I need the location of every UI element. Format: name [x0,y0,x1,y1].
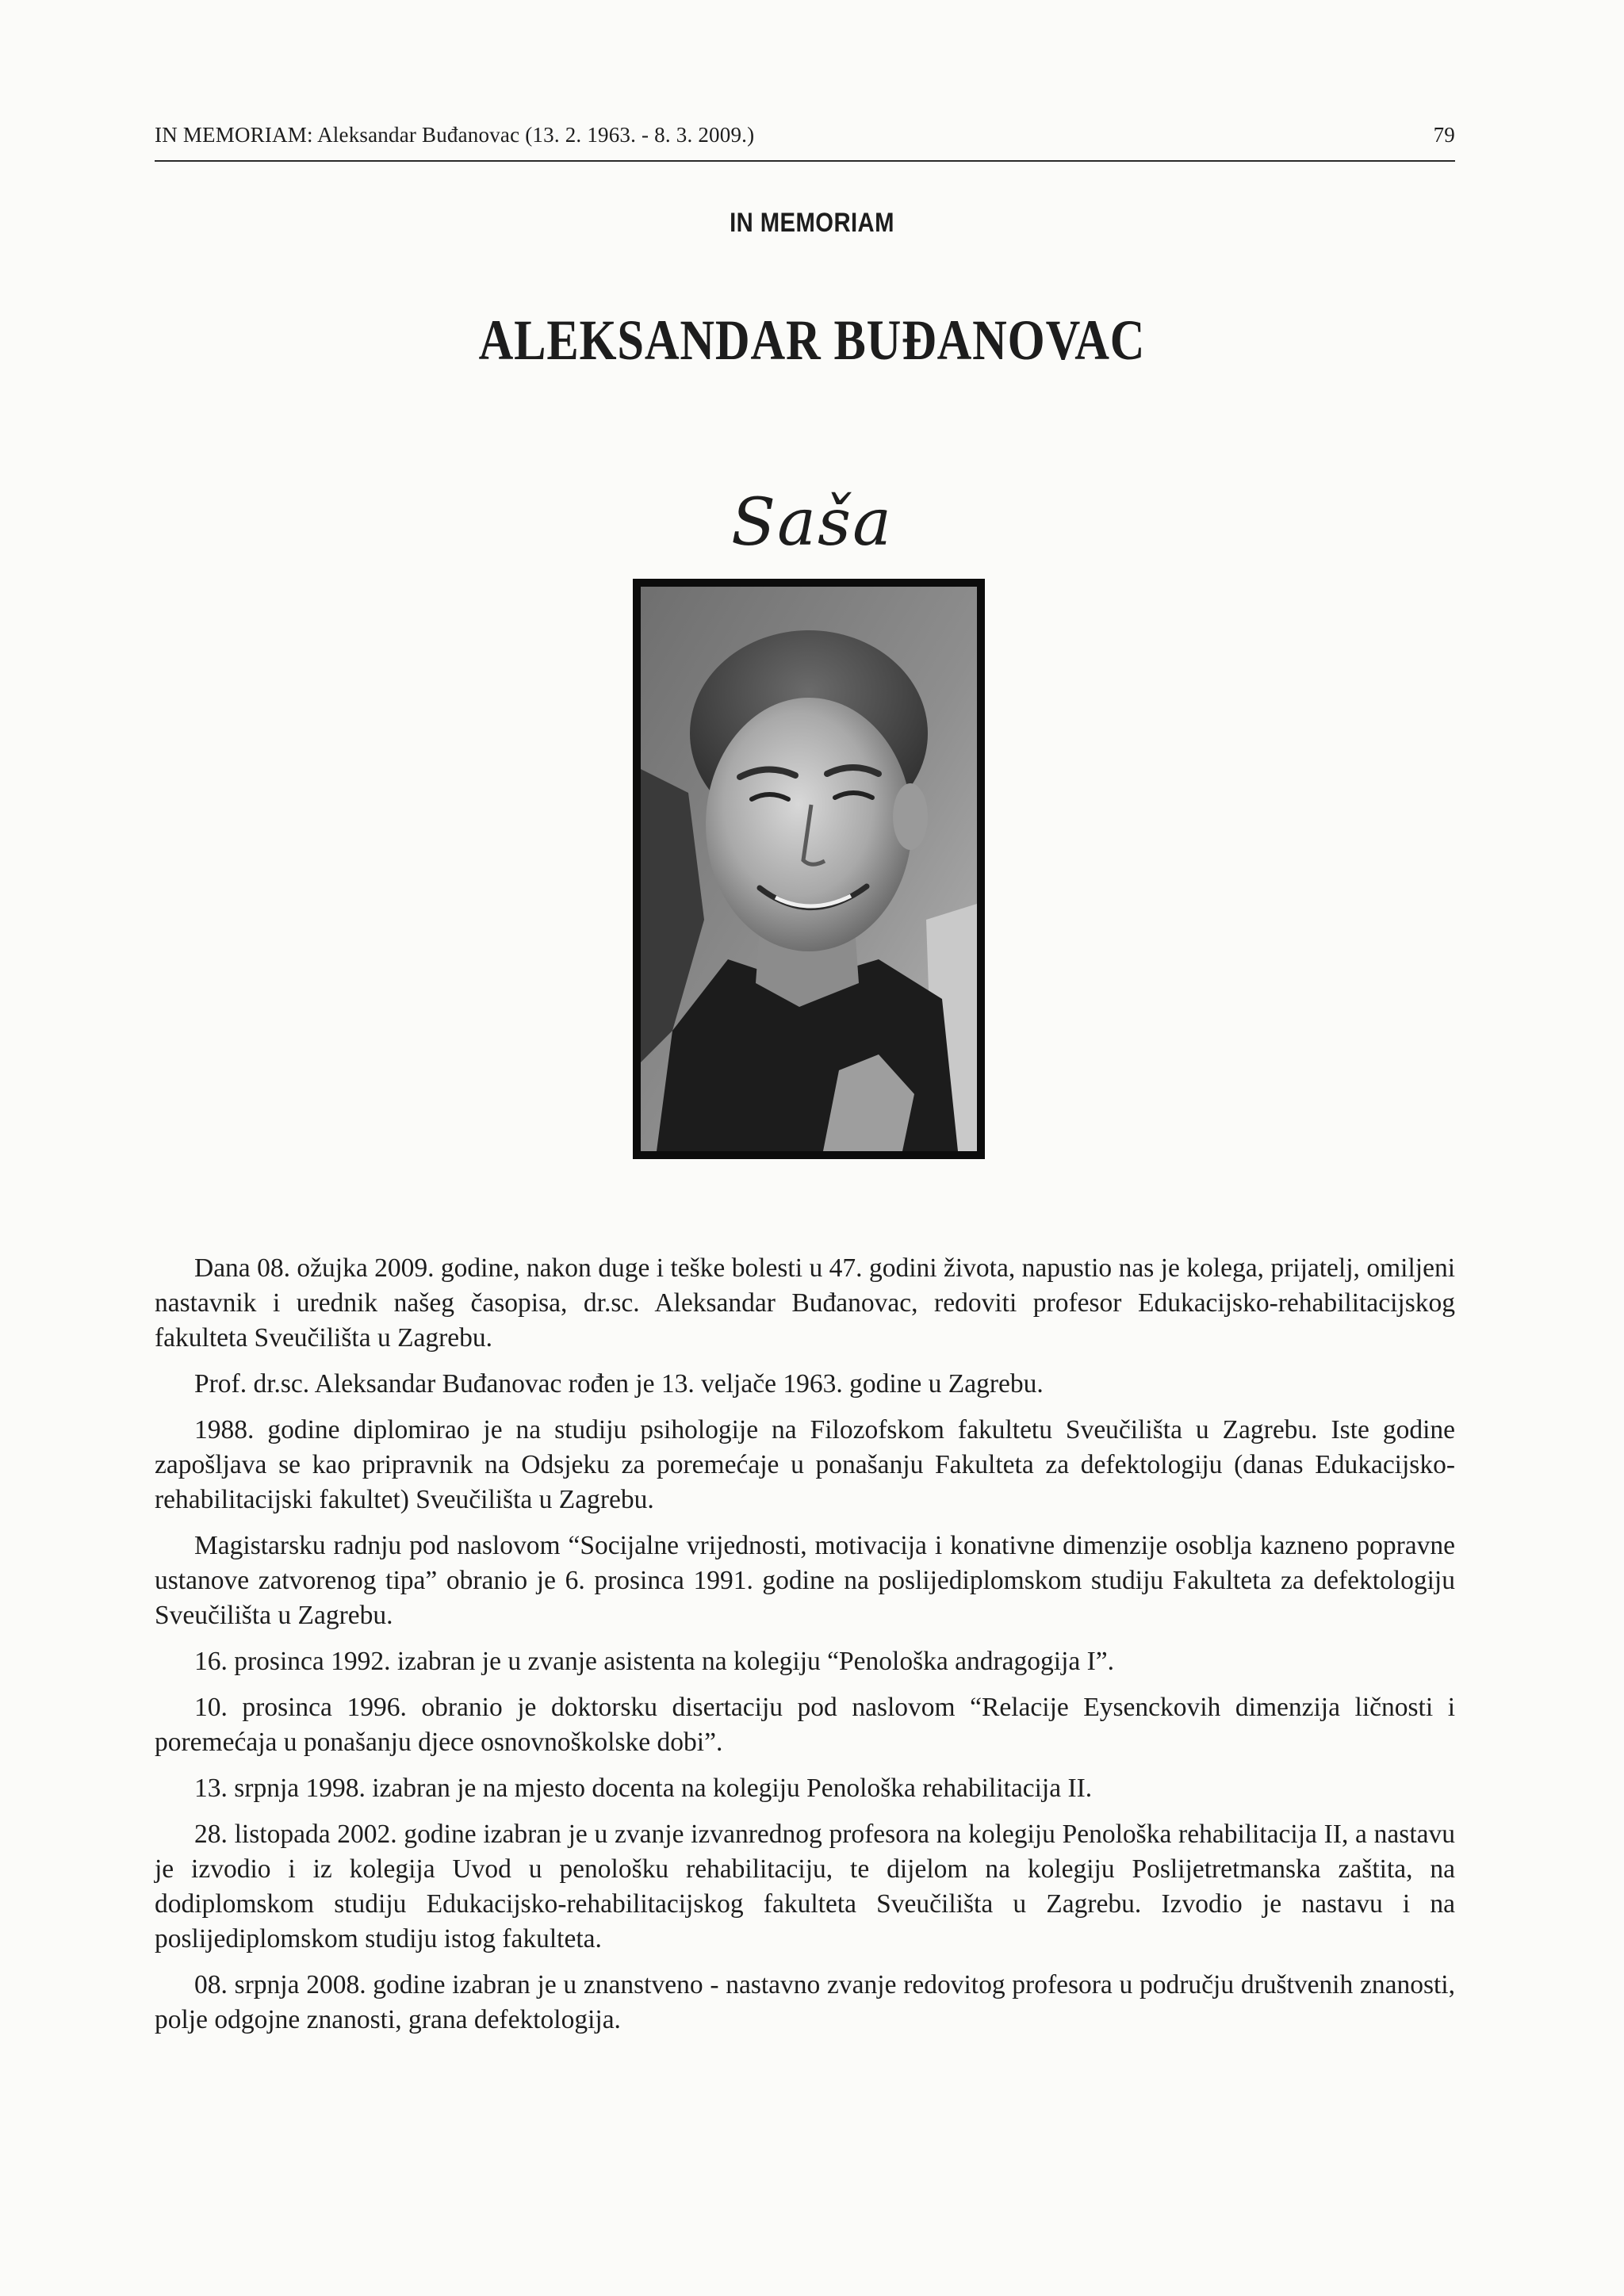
nickname: Saša [730,485,894,561]
name-title: ALEKSANDAR BUĐANOVAC [478,308,1146,372]
paragraph: 13. srpnja 1998. izabran je na mjesto docenta na kolegiju Penološka rehabilitacija II. [194,1774,1093,1803]
running-header [155,123,1455,147]
header-rule [155,160,1455,162]
page-number: 79 [1433,123,1455,147]
paragraph: Prof. dr.sc. Aleksandar Buđanovac rođen je 13. veljače 1963. godine u Zagrebu. [194,1369,1044,1399]
paragraph: 28. listopada 2002. godine izabran je u zvanje izvanrednog profesora na kolegiju Penološka rehabilitacija II, a nastavu je izvodio i iz kolegija Uvod u penološku rehabilitaciju, te dijelom na kolegiju Poslijetretmanska zaštita, na dodiplomskom studiju Edukacijsko-rehabilitacijskog fakulteta Sveučilišta u Zagrebu. Izvodio je nastavu i na poslijediplomskom studiju istog fakulteta. [155,1820,1455,1954]
paragraph: Dana 08. ožujka 2009. godine, nakon duge i teške bolesti u 47. godini života, napustio nas je kolega, prijatelj, omiljeni nastavnik i urednik našeg časopisa, dr.sc. Aleksandar Buđanovac, redoviti profesor Edukacijsko-rehabilitacijskog fakulteta Sveučilišta u Zagrebu. [155,1253,1455,1353]
portrait-photo [641,587,977,1151]
paragraph: 08. srpnja 2008. godine izabran je u znanstveno - nastavno zvanje redovitog profesora u području društvenih znanosti, polje odgojne znanosti, grana defektologija. [155,1970,1455,2034]
section-title: IN MEMORIAM [730,208,894,238]
paragraph: 16. prosinca 1992. izabran je u zvanje asistenta na kolegiju “Penološka andragogija I”. [194,1647,1115,1676]
paragraph: 10. prosinca 1996. obranio je doktorsku disertaciju pod naslovom “Relacije Eysenckovih dimenzija ličnosti i poremećaja u ponašanju djece osnovnoškolske dobi”. [155,1693,1455,1757]
photo-frame [633,579,985,1159]
body-text [155,1251,1455,2049]
paragraph: 1988. godine diplomirao je na studiju psihologije na Filozofskom fakultetu Sveučilišta u Zagrebu. Iste godine zapošljava se kao pripravnik na Odsjeku za poremećaje u ponašanju Fakulteta za defektologiju (danas Edukacijsko-rehabilitacijski fakultet) Sveučilišta u Zagrebu. [155,1415,1455,1514]
paragraph: Magistarsku radnju pod naslovom “Socijalne vrijednosti, motivacija i konativne dimenzije osoblja kazneno popravne ustanove zatvorenog tipa” obranio je 6. prosinca 1991. godine na poslijediplomskom studiju Fakulteta za defektologiju Sveučilišta u Zagrebu. [155,1531,1455,1630]
running-title: IN MEMORIAM: Aleksandar Buđanovac (13. 2. 1963. - 8. 3. 2009.) [155,123,755,147]
